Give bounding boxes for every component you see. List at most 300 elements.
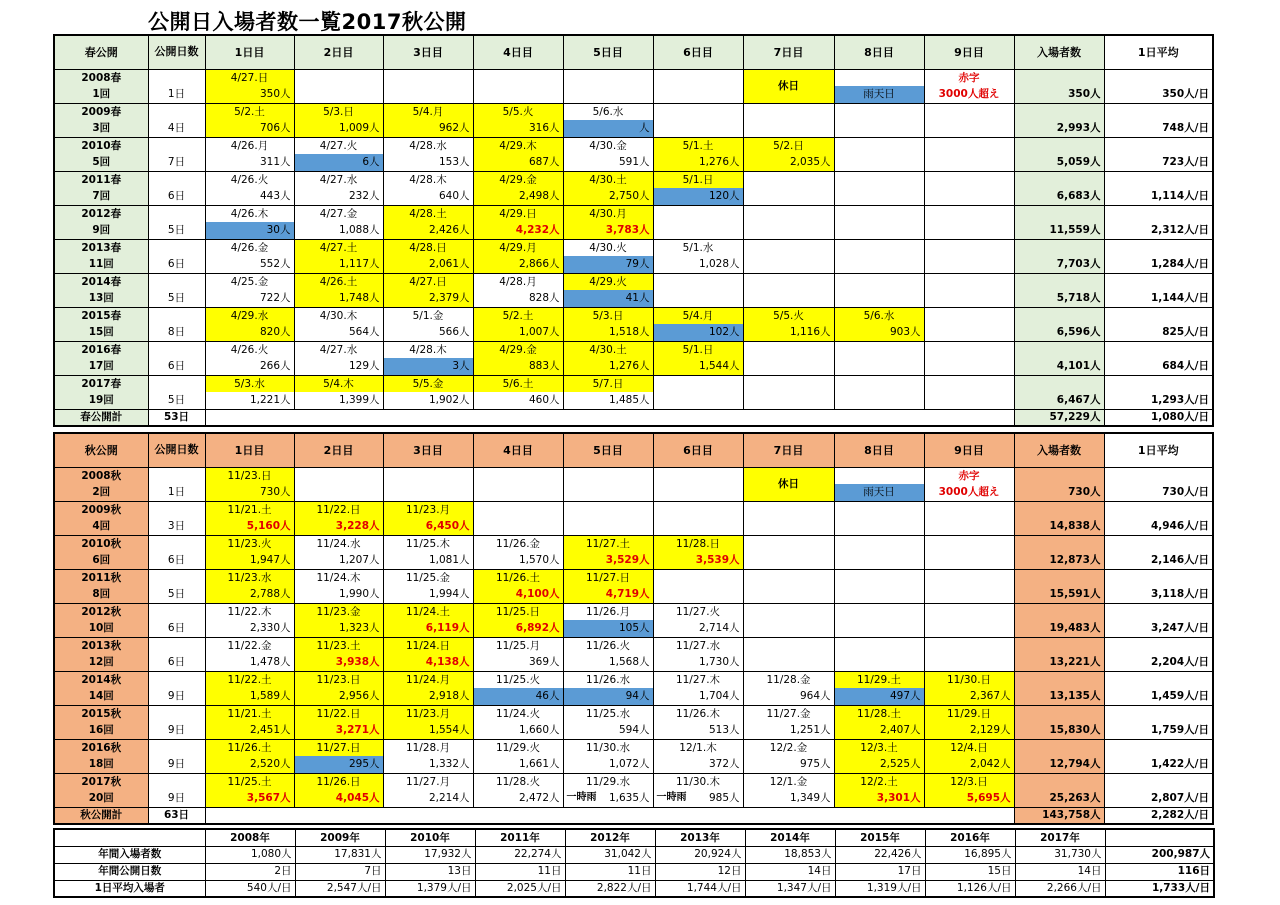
total-blank <box>1014 773 1104 790</box>
season-total-label: 春公開計 <box>54 409 148 426</box>
count-cell: 372人 <box>653 756 743 773</box>
days-blank <box>148 671 205 688</box>
avg-blank <box>1104 273 1213 290</box>
date-cell: 4/29.火 <box>563 273 653 290</box>
date-cell: 11/22.土 <box>205 671 294 688</box>
year-header: 2008年 <box>205 829 295 846</box>
days-blank <box>148 637 205 654</box>
avg-cell: 3,247人/日 <box>1104 620 1213 637</box>
days-cell: 1日 <box>148 484 205 501</box>
day-header: 5日目 <box>563 433 653 467</box>
date-cell: 11/23.日 <box>294 671 383 688</box>
count-cell <box>924 188 1014 205</box>
count-cell <box>743 222 834 239</box>
date-cell: 11/27.土 <box>563 535 653 552</box>
days-blank <box>148 603 205 620</box>
count-cell: 6,450人 <box>383 518 473 535</box>
date-cell <box>834 341 924 358</box>
count-cell: 2,042人 <box>924 756 1014 773</box>
season-cell: 2013秋 <box>54 637 148 654</box>
days-blank <box>148 773 205 790</box>
page-title: 公開日入場者数一覧2017秋公開 <box>148 10 467 34</box>
avg-cell: 723人/日 <box>1104 154 1213 171</box>
count-cell: 1,568人 <box>563 654 653 671</box>
total-blank <box>1014 341 1104 358</box>
date-cell: 4/28.水 <box>383 137 473 154</box>
annual-summary-table <box>53 828 1215 898</box>
count-cell: 552人 <box>205 256 294 273</box>
annual-value: 1,733人/日 <box>1105 880 1214 897</box>
count-cell: 687人 <box>473 154 563 171</box>
date-cell: 12/2.金 <box>743 739 834 756</box>
count-cell: 903人 <box>834 324 924 341</box>
day-header: 4日目 <box>473 433 563 467</box>
count-cell: 730人 <box>205 484 294 501</box>
date-cell <box>924 103 1014 120</box>
annual-value: 2,266人/日 <box>1015 880 1105 897</box>
count-cell: 1,332人 <box>383 756 473 773</box>
count-value: 985人 <box>708 792 740 804</box>
avg-blank <box>1104 603 1213 620</box>
date-cell: 11/23.火 <box>205 535 294 552</box>
year-header: 2015年 <box>835 829 925 846</box>
date-cell: 4/26.金 <box>205 239 294 256</box>
count-cell: 3000人超え <box>924 86 1014 103</box>
date-cell: 4/27.水 <box>294 171 383 188</box>
avg-cell: 2,204人/日 <box>1104 654 1213 671</box>
count-cell: 2,918人 <box>383 688 473 705</box>
date-cell <box>563 501 653 518</box>
days-cell: 9日 <box>148 756 205 773</box>
count-cell <box>563 86 653 103</box>
season-cell: 2013春 <box>54 239 148 256</box>
count-cell <box>743 358 834 375</box>
season-cell: 2012春 <box>54 205 148 222</box>
count-cell: 30人 <box>205 222 294 239</box>
days-cell: 3日 <box>148 518 205 535</box>
avg-blank <box>1104 671 1213 688</box>
date-cell <box>924 205 1014 222</box>
count-cell: 1,554人 <box>383 722 473 739</box>
count-cell <box>834 256 924 273</box>
season-total-blank <box>205 409 1014 426</box>
edition-cell: 15回 <box>54 324 148 341</box>
holiday-cell: 休日 <box>743 467 834 501</box>
date-cell: 12/3.日 <box>924 773 1014 790</box>
day-header: 6日目 <box>653 35 743 69</box>
edition-cell: 5回 <box>54 154 148 171</box>
date-cell: 4/27.土 <box>294 239 383 256</box>
date-cell <box>294 69 383 86</box>
count-cell <box>383 484 473 501</box>
days-blank <box>148 137 205 154</box>
day-header: 5日目 <box>563 35 653 69</box>
date-cell: 11/26.水 <box>563 671 653 688</box>
avg-blank <box>1104 205 1213 222</box>
count-cell <box>834 290 924 307</box>
count-cell <box>743 256 834 273</box>
count-cell: 4,100人 <box>473 586 563 603</box>
count-cell: 3,783人 <box>563 222 653 239</box>
date-cell: 11/26.土 <box>473 569 563 586</box>
days-header: 公開日数 <box>148 35 205 69</box>
count-cell <box>294 484 383 501</box>
count-cell <box>924 518 1014 535</box>
annual-value: 14日 <box>1015 863 1105 880</box>
season-total-days: 63日 <box>148 807 205 824</box>
annual-value: 17,831人 <box>295 846 385 863</box>
count-cell: 2,330人 <box>205 620 294 637</box>
count-cell: 443人 <box>205 188 294 205</box>
count-cell <box>834 518 924 535</box>
count-cell <box>653 790 743 807</box>
count-cell: 雨天日 <box>834 484 924 501</box>
count-cell: 1,730人 <box>653 654 743 671</box>
count-cell <box>834 620 924 637</box>
count-cell: 94人 <box>563 688 653 705</box>
date-cell <box>924 569 1014 586</box>
count-cell: 591人 <box>563 154 653 171</box>
count-cell <box>473 484 563 501</box>
count-cell: 1,570人 <box>473 552 563 569</box>
date-cell: 11/25.月 <box>473 637 563 654</box>
date-cell: 11/28.金 <box>743 671 834 688</box>
date-cell <box>834 375 924 392</box>
date-cell: 5/6.土 <box>473 375 563 392</box>
annual-value: 200,987人 <box>1105 846 1214 863</box>
date-cell: 11/30.木 <box>653 773 743 790</box>
total-cell: 2,993人 <box>1014 120 1104 137</box>
date-cell: 4/29.日 <box>473 205 563 222</box>
count-cell: 1,221人 <box>205 392 294 409</box>
date-cell: 11/25.日 <box>473 603 563 620</box>
avg-blank <box>1104 773 1213 790</box>
date-cell: 11/29.土 <box>834 671 924 688</box>
date-cell: 12/1.金 <box>743 773 834 790</box>
date-cell: 5/3.水 <box>205 375 294 392</box>
count-cell: 2,866人 <box>473 256 563 273</box>
avg-blank <box>1104 69 1213 86</box>
count-cell: 1,544人 <box>653 358 743 375</box>
date-cell: 5/5.金 <box>383 375 473 392</box>
spring-table <box>53 34 1214 427</box>
total-blank <box>1014 501 1104 518</box>
date-cell <box>743 535 834 552</box>
count-cell: 2,788人 <box>205 586 294 603</box>
date-cell <box>924 239 1014 256</box>
count-cell <box>834 358 924 375</box>
season-cell: 2008秋 <box>54 467 148 484</box>
count-cell: 1,349人 <box>743 790 834 807</box>
days-cell: 6日 <box>148 256 205 273</box>
count-cell: 1,704人 <box>653 688 743 705</box>
day-header: 7日目 <box>743 433 834 467</box>
annual-value: 540人/日 <box>205 880 295 897</box>
date-cell: 11/29.水 <box>563 773 653 790</box>
count-cell <box>743 586 834 603</box>
season-cell: 2014春 <box>54 273 148 290</box>
date-cell <box>924 341 1014 358</box>
days-cell: 4日 <box>148 120 205 137</box>
edition-cell: 17回 <box>54 358 148 375</box>
annual-value: 1,744人/日 <box>655 880 745 897</box>
season-cell: 2008春 <box>54 69 148 86</box>
year-header: 2017年 <box>1015 829 1105 846</box>
count-cell <box>743 654 834 671</box>
count-cell <box>834 120 924 137</box>
day-header: 8日目 <box>834 433 924 467</box>
count-cell <box>653 290 743 307</box>
season-header: 春公開 <box>54 35 148 69</box>
avg-blank <box>1104 739 1213 756</box>
year-header: 2014年 <box>745 829 835 846</box>
annual-corner <box>54 829 205 846</box>
season-total-avg: 2,282人/日 <box>1104 807 1213 824</box>
count-cell: 1,323人 <box>294 620 383 637</box>
date-cell: 11/25.金 <box>383 569 473 586</box>
count-cell: 295人 <box>294 756 383 773</box>
days-cell: 9日 <box>148 790 205 807</box>
weather-note: 一時雨 <box>566 792 597 803</box>
annual-value: 20,924人 <box>655 846 745 863</box>
date-cell: 4/29.金 <box>473 341 563 358</box>
edition-cell: 16回 <box>54 722 148 739</box>
days-blank <box>148 375 205 392</box>
edition-cell: 4回 <box>54 518 148 535</box>
year-header: 2016年 <box>925 829 1015 846</box>
annual-row-label: 年間入場者数 <box>54 846 205 863</box>
count-cell: 2,520人 <box>205 756 294 773</box>
total-cell: 6,596人 <box>1014 324 1104 341</box>
count-cell: 1,748人 <box>294 290 383 307</box>
count-cell <box>743 620 834 637</box>
date-cell: 12/2.土 <box>834 773 924 790</box>
count-cell <box>383 86 473 103</box>
total-blank <box>1014 705 1104 722</box>
date-cell: 4/28.土 <box>383 205 473 222</box>
annual-value: 13日 <box>385 863 475 880</box>
avg-cell: 2,146人/日 <box>1104 552 1213 569</box>
date-cell: 11/27.月 <box>383 773 473 790</box>
count-cell: 1,399人 <box>294 392 383 409</box>
season-cell: 2015春 <box>54 307 148 324</box>
date-cell: 4/27.日 <box>205 69 294 86</box>
count-cell <box>743 392 834 409</box>
count-cell: 2,367人 <box>924 688 1014 705</box>
count-cell <box>924 120 1014 137</box>
count-cell: 1,116人 <box>743 324 834 341</box>
date-cell: 5/2.土 <box>473 307 563 324</box>
date-cell: 5/5.火 <box>743 307 834 324</box>
days-cell: 7日 <box>148 154 205 171</box>
date-cell <box>743 375 834 392</box>
edition-cell: 11回 <box>54 256 148 273</box>
avg-blank <box>1104 103 1213 120</box>
total-cell: 730人 <box>1014 484 1104 501</box>
count-cell <box>653 120 743 137</box>
day-header: 1日目 <box>205 35 294 69</box>
date-cell: 5/6.水 <box>563 103 653 120</box>
date-cell: 5/4.月 <box>383 103 473 120</box>
count-cell: 594人 <box>563 722 653 739</box>
count-cell: 1,117人 <box>294 256 383 273</box>
avg-blank <box>1104 171 1213 188</box>
count-cell: 369人 <box>473 654 563 671</box>
count-cell: 6,119人 <box>383 620 473 637</box>
avg-header: 1日平均 <box>1104 35 1213 69</box>
date-cell: 11/23.日 <box>205 467 294 484</box>
count-cell: 1,902人 <box>383 392 473 409</box>
avg-cell: 350人/日 <box>1104 86 1213 103</box>
total-blank <box>1014 205 1104 222</box>
date-cell <box>924 603 1014 620</box>
count-cell <box>653 484 743 501</box>
date-cell <box>743 103 834 120</box>
total-blank <box>1014 137 1104 154</box>
count-cell: 2,451人 <box>205 722 294 739</box>
avg-cell: 2,312人/日 <box>1104 222 1213 239</box>
date-cell <box>653 467 743 484</box>
season-cell: 2009春 <box>54 103 148 120</box>
date-cell: 4/27.火 <box>294 137 383 154</box>
avg-cell: 1,422人/日 <box>1104 756 1213 773</box>
edition-cell: 20回 <box>54 790 148 807</box>
count-cell <box>924 256 1014 273</box>
date-cell <box>834 103 924 120</box>
total-cell: 350人 <box>1014 86 1104 103</box>
avg-blank <box>1104 501 1213 518</box>
date-cell: 11/22.日 <box>294 501 383 518</box>
date-cell: 4/30.土 <box>563 341 653 358</box>
count-cell: 828人 <box>473 290 563 307</box>
annual-row-label: 1日平均入場者 <box>54 880 205 897</box>
days-cell: 5日 <box>148 392 205 409</box>
date-cell: 11/22.木 <box>205 603 294 620</box>
date-cell: 4/26.土 <box>294 273 383 290</box>
autumn-table <box>53 432 1214 825</box>
date-cell: 11/26.火 <box>563 637 653 654</box>
count-cell: 5,160人 <box>205 518 294 535</box>
date-cell: 4/28.月 <box>473 273 563 290</box>
count-cell: 2,379人 <box>383 290 473 307</box>
total-blank <box>1014 569 1104 586</box>
days-cell: 8日 <box>148 324 205 341</box>
date-cell <box>924 171 1014 188</box>
date-cell <box>834 501 924 518</box>
total-cell: 7,703人 <box>1014 256 1104 273</box>
count-cell: 4,719人 <box>563 586 653 603</box>
day-header: 1日目 <box>205 433 294 467</box>
date-cell: 11/27.火 <box>653 603 743 620</box>
edition-cell: 2回 <box>54 484 148 501</box>
date-cell <box>743 171 834 188</box>
edition-cell: 9回 <box>54 222 148 239</box>
date-cell: 11/24.土 <box>383 603 473 620</box>
date-cell: 12/1.木 <box>653 739 743 756</box>
total-cell: 14,838人 <box>1014 518 1104 535</box>
date-cell: 11/24.木 <box>294 569 383 586</box>
count-cell <box>653 392 743 409</box>
date-cell: 5/2.日 <box>743 137 834 154</box>
avg-blank <box>1104 467 1213 484</box>
annual-value: 1,319人/日 <box>835 880 925 897</box>
annual-value: 18,853人 <box>745 846 835 863</box>
count-cell <box>653 86 743 103</box>
count-cell: 2,956人 <box>294 688 383 705</box>
count-cell: 232人 <box>294 188 383 205</box>
date-cell: 5/1.金 <box>383 307 473 324</box>
annual-value: 31,730人 <box>1015 846 1105 863</box>
count-cell: 1,660人 <box>473 722 563 739</box>
date-cell <box>834 137 924 154</box>
date-cell: 11/23.土 <box>294 637 383 654</box>
date-cell: 5/4.月 <box>653 307 743 324</box>
edition-cell: 12回 <box>54 654 148 671</box>
date-cell: 11/26.土 <box>205 739 294 756</box>
date-cell: 4/25.金 <box>205 273 294 290</box>
count-cell: 1,028人 <box>653 256 743 273</box>
date-cell <box>834 603 924 620</box>
count-cell: 人 <box>563 120 653 137</box>
total-cell: 19,483人 <box>1014 620 1104 637</box>
date-cell: 11/30.水 <box>563 739 653 756</box>
count-cell: 雨天日 <box>834 86 924 103</box>
avg-cell: 1,293人/日 <box>1104 392 1213 409</box>
avg-cell: 1,284人/日 <box>1104 256 1213 273</box>
count-cell <box>743 188 834 205</box>
count-cell <box>294 86 383 103</box>
total-blank <box>1014 671 1104 688</box>
avg-blank <box>1104 535 1213 552</box>
day-header: 9日目 <box>924 35 1014 69</box>
count-cell: 1,207人 <box>294 552 383 569</box>
count-cell <box>924 222 1014 239</box>
count-cell <box>653 222 743 239</box>
season-cell: 2015秋 <box>54 705 148 722</box>
days-blank <box>148 467 205 484</box>
total-cell: 15,591人 <box>1014 586 1104 603</box>
date-cell: 11/23.月 <box>383 501 473 518</box>
date-cell <box>473 69 563 86</box>
count-cell: 4,138人 <box>383 654 473 671</box>
season-cell: 2011秋 <box>54 569 148 586</box>
season-cell: 2017春 <box>54 375 148 392</box>
date-cell: 11/24.日 <box>383 637 473 654</box>
total-blank <box>1014 603 1104 620</box>
days-blank <box>148 535 205 552</box>
total-blank <box>1014 739 1104 756</box>
season-cell: 2017秋 <box>54 773 148 790</box>
year-header: 2011年 <box>475 829 565 846</box>
day-header: 6日目 <box>653 433 743 467</box>
count-cell: 1,088人 <box>294 222 383 239</box>
count-cell: 2,214人 <box>383 790 473 807</box>
edition-cell: 18回 <box>54 756 148 773</box>
count-cell: 6,892人 <box>473 620 563 637</box>
annual-value: 22,274人 <box>475 846 565 863</box>
date-cell <box>743 205 834 222</box>
date-cell <box>743 569 834 586</box>
weather-note: 一時雨 <box>656 792 687 803</box>
count-cell: 1,518人 <box>563 324 653 341</box>
edition-cell: 14回 <box>54 688 148 705</box>
date-cell <box>743 273 834 290</box>
season-cell: 2012秋 <box>54 603 148 620</box>
annual-value: 1,379人/日 <box>385 880 475 897</box>
annual-value: 2,547人/日 <box>295 880 385 897</box>
count-cell: 460人 <box>473 392 563 409</box>
avg-cell: 2,807人/日 <box>1104 790 1213 807</box>
